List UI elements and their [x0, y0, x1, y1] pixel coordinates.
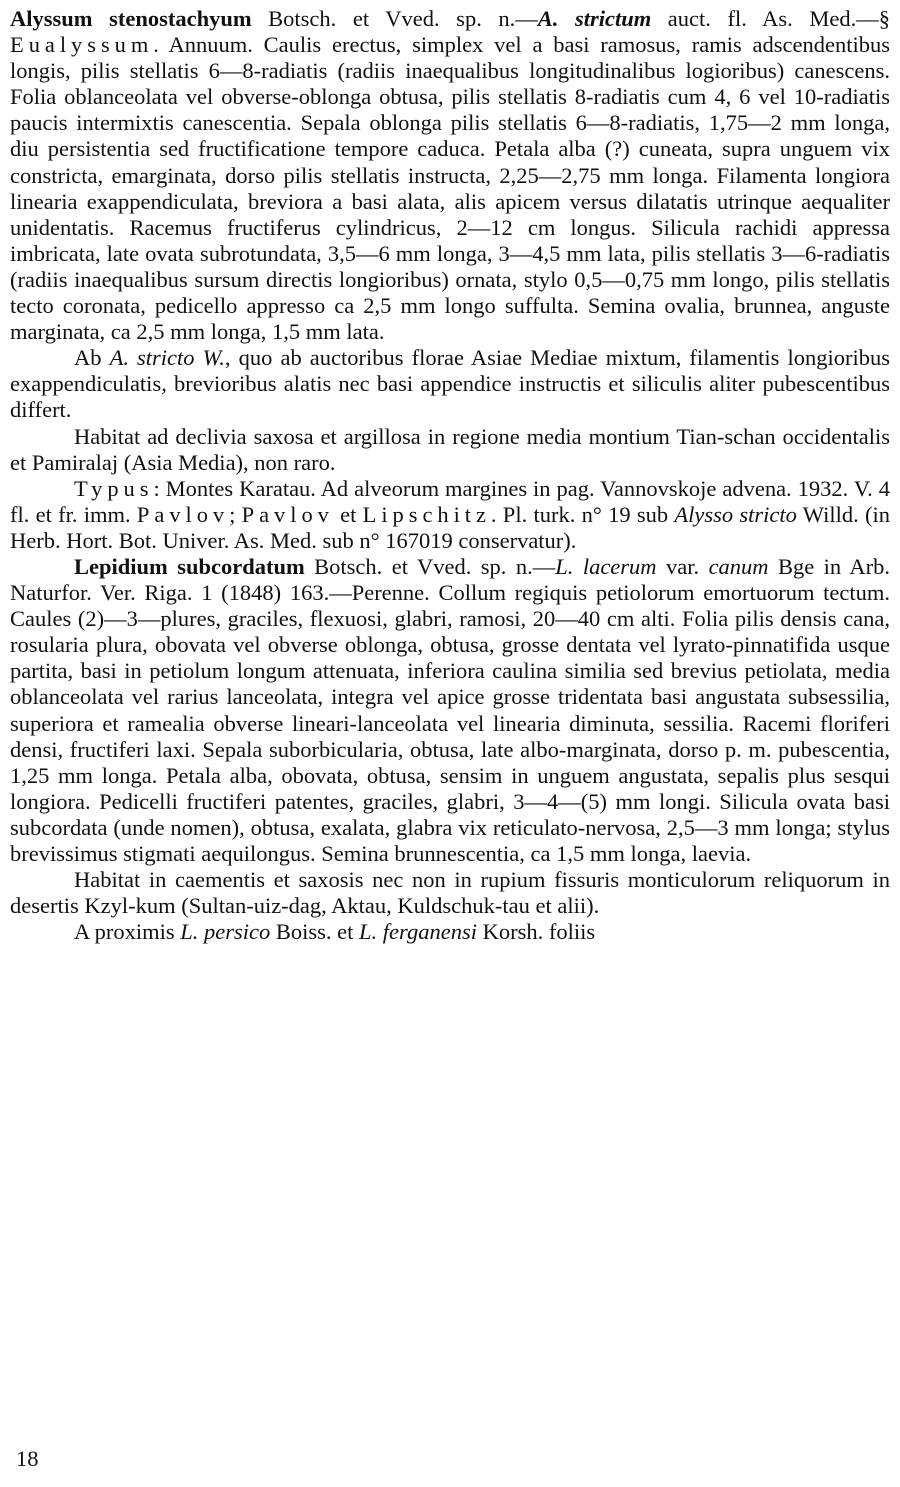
text-run: var.	[656, 553, 709, 579]
italic-name: canum	[708, 553, 769, 579]
text-run: Boiss. et	[270, 919, 360, 945]
paragraph-alyssum-description	[10, 6, 890, 345]
synonym-name: A. strictum	[537, 6, 652, 31]
collector-name: Lipschitz	[362, 501, 491, 527]
paragraph-alyssum-typus	[10, 476, 890, 554]
text-run: auct. fl. As. Med.—§	[651, 6, 890, 31]
page-number: 18	[16, 1446, 39, 1471]
species-name: Alyssum stenostachyum	[10, 6, 252, 31]
species-name: Lepidium subcordatum	[74, 553, 305, 579]
text-run: . Pl. turk. n° 19 sub	[490, 501, 675, 527]
text-run: ;	[229, 501, 242, 527]
paragraph-lepidium-habitat	[10, 867, 890, 919]
italic-name: L. persico	[180, 919, 271, 945]
document-page	[10, 6, 890, 1476]
text-run: Willd. (in Herb. Hort. Bot. Univer. As. Med. sub n° 167019 conservatur).	[10, 501, 891, 553]
section-name: Eualyssum	[10, 32, 154, 58]
text-run: Habitat ad declivia saxosa et argillosa in regione media montium Tian-schan occidentalis et Pamiralaj (Asia Media), non raro.	[10, 423, 890, 475]
italic-name: L. ferganensi	[359, 919, 477, 945]
text-run: A proximis	[74, 919, 181, 945]
paragraph-alyssum-comparison	[10, 345, 890, 423]
text-run: , quo ab auctoribus florae Asiae Mediae mixtum, filamentis longioribus exappendiculatis, brevioribus alatis nec basi appendice instructis et siliculis aliter pubescentibus differt.	[10, 345, 890, 423]
paragraph-lepidium-description	[10, 554, 890, 867]
typus-label: Typus	[74, 475, 154, 501]
text-run: Ab	[74, 345, 110, 371]
collector-name: Pavlov	[241, 501, 334, 527]
italic-name: A. stricto W.	[109, 345, 225, 371]
collector-name: Pavlov	[136, 501, 230, 527]
italic-name: Alysso stricto	[674, 501, 797, 527]
text-run: Botsch. et Vved. sp. n.—	[251, 6, 538, 31]
text-run: Bge in Arb. Naturfor. Ver. Riga. 1 (1848) 163.—Perenne. Collum regiquis petiolorum emortuorum tectum. Caules (2)—3—plures, graciles, flexuosi, glabri, ramosi, 20—40 cm alti. Folia pilis densis cana, rosularia plura, obovata vel obverse oblonga, obtusa, grosse dentata vel lyrato-pinnatifida usque partita, basi in petiolum longum attenuata, inferiora caulina similia sed brevius petiolata, media oblanceolata vel rarius lanceolata, integra vel apice grosse tridentata basi angustata subsessilia, superiora et ramealia obverse lineari-lanceolata vel linearia diminuta, sessilia. Racemi floriferi densi, fructiferi laxi. Sepala suborbicularia, obtusa, late albo-marginata, dorso p. m. pubescentia, 1,25 mm longa. Petala alba, obovata, obtusa, sensim in unguem angustata, sepalis plus sesqui longiora. Pedicelli fructiferi patentes, graciles, glabri, 3—4—(5) mm longi. Silicula ovata basi subcordata (unde nomen), obtusa, exalata, glabra vix reticulato-nervosa, 2,5—3 mm longa; stylus brevissimus stigmati aequilongus. Semina brunnescentia, ca 1,5 mm longa, laevia.	[10, 553, 890, 866]
synonym-name: L. lacerum	[555, 553, 657, 579]
paragraph-alyssum-habitat	[10, 424, 890, 476]
text-run: Botsch. et Vved. sp. n.—	[304, 553, 556, 579]
text-run: . Annuum. Caulis erectus, simplex vel a basi ramosus, ramis adscendentibus longis, pilis stellatis 6—8-radiatis (radiis inaequalibus longitudinalibus logioribus) canescens. Folia oblanceolata vel obverse-oblonga obtusa, pilis stellatis 8-radiatis cum 4, 6 vel 10-radiatis paucis intermixtis canescentia. Sepala oblonga pilis stellatis 6—8-radiatis, 1,75—2 mm longa, diu persistentia sed fructificatione tempore caduca. Petala alba (?) cuneata, supra unguem vix constricta, emarginata, dorso pilis stellatis instructa, 2,25—2,75 mm longa. Filamenta longiora linearia exappendiculata, breviora a basi alata, alis apicem versus dilatatis utrinque aequaliter unidentatis. Racemus fructiferus cylindricus, 2—12 cm longus. Silicula rachidi appressa imbricata, late ovata subrotundata, 3,5—6 mm longa, 3—4,5 mm lata, pilis stellatis 3—6-radiatis (radiis inaequalibus sursum directis longioribus) ornata, stylo 0,5—0,75 mm longo, pilis stellatis tecto coronata, pedicello appresso ca 2,5 mm longo suffulta. Semina ovalia, brunnea, anguste marginata, ca 2,5 mm longa, 1,5 mm lata.	[10, 32, 890, 345]
text-run: : Montes Karatau. Ad alveorum margines in pag. Vannovskoje advena. 1932. V. 4 fl. et fr. imm.	[10, 475, 890, 527]
text-run: Habitat in caementis et saxosis nec non in rupium fissuris monticulorum reliquorum in desertis Kzyl-kum (Sultan-uiz-dag, Aktau, Kuldschuk-tau et alii).	[10, 867, 890, 919]
text-run: et	[333, 501, 363, 527]
text-run: Korsh. foliis	[476, 919, 596, 945]
paragraph-lepidium-comparison	[10, 919, 890, 945]
